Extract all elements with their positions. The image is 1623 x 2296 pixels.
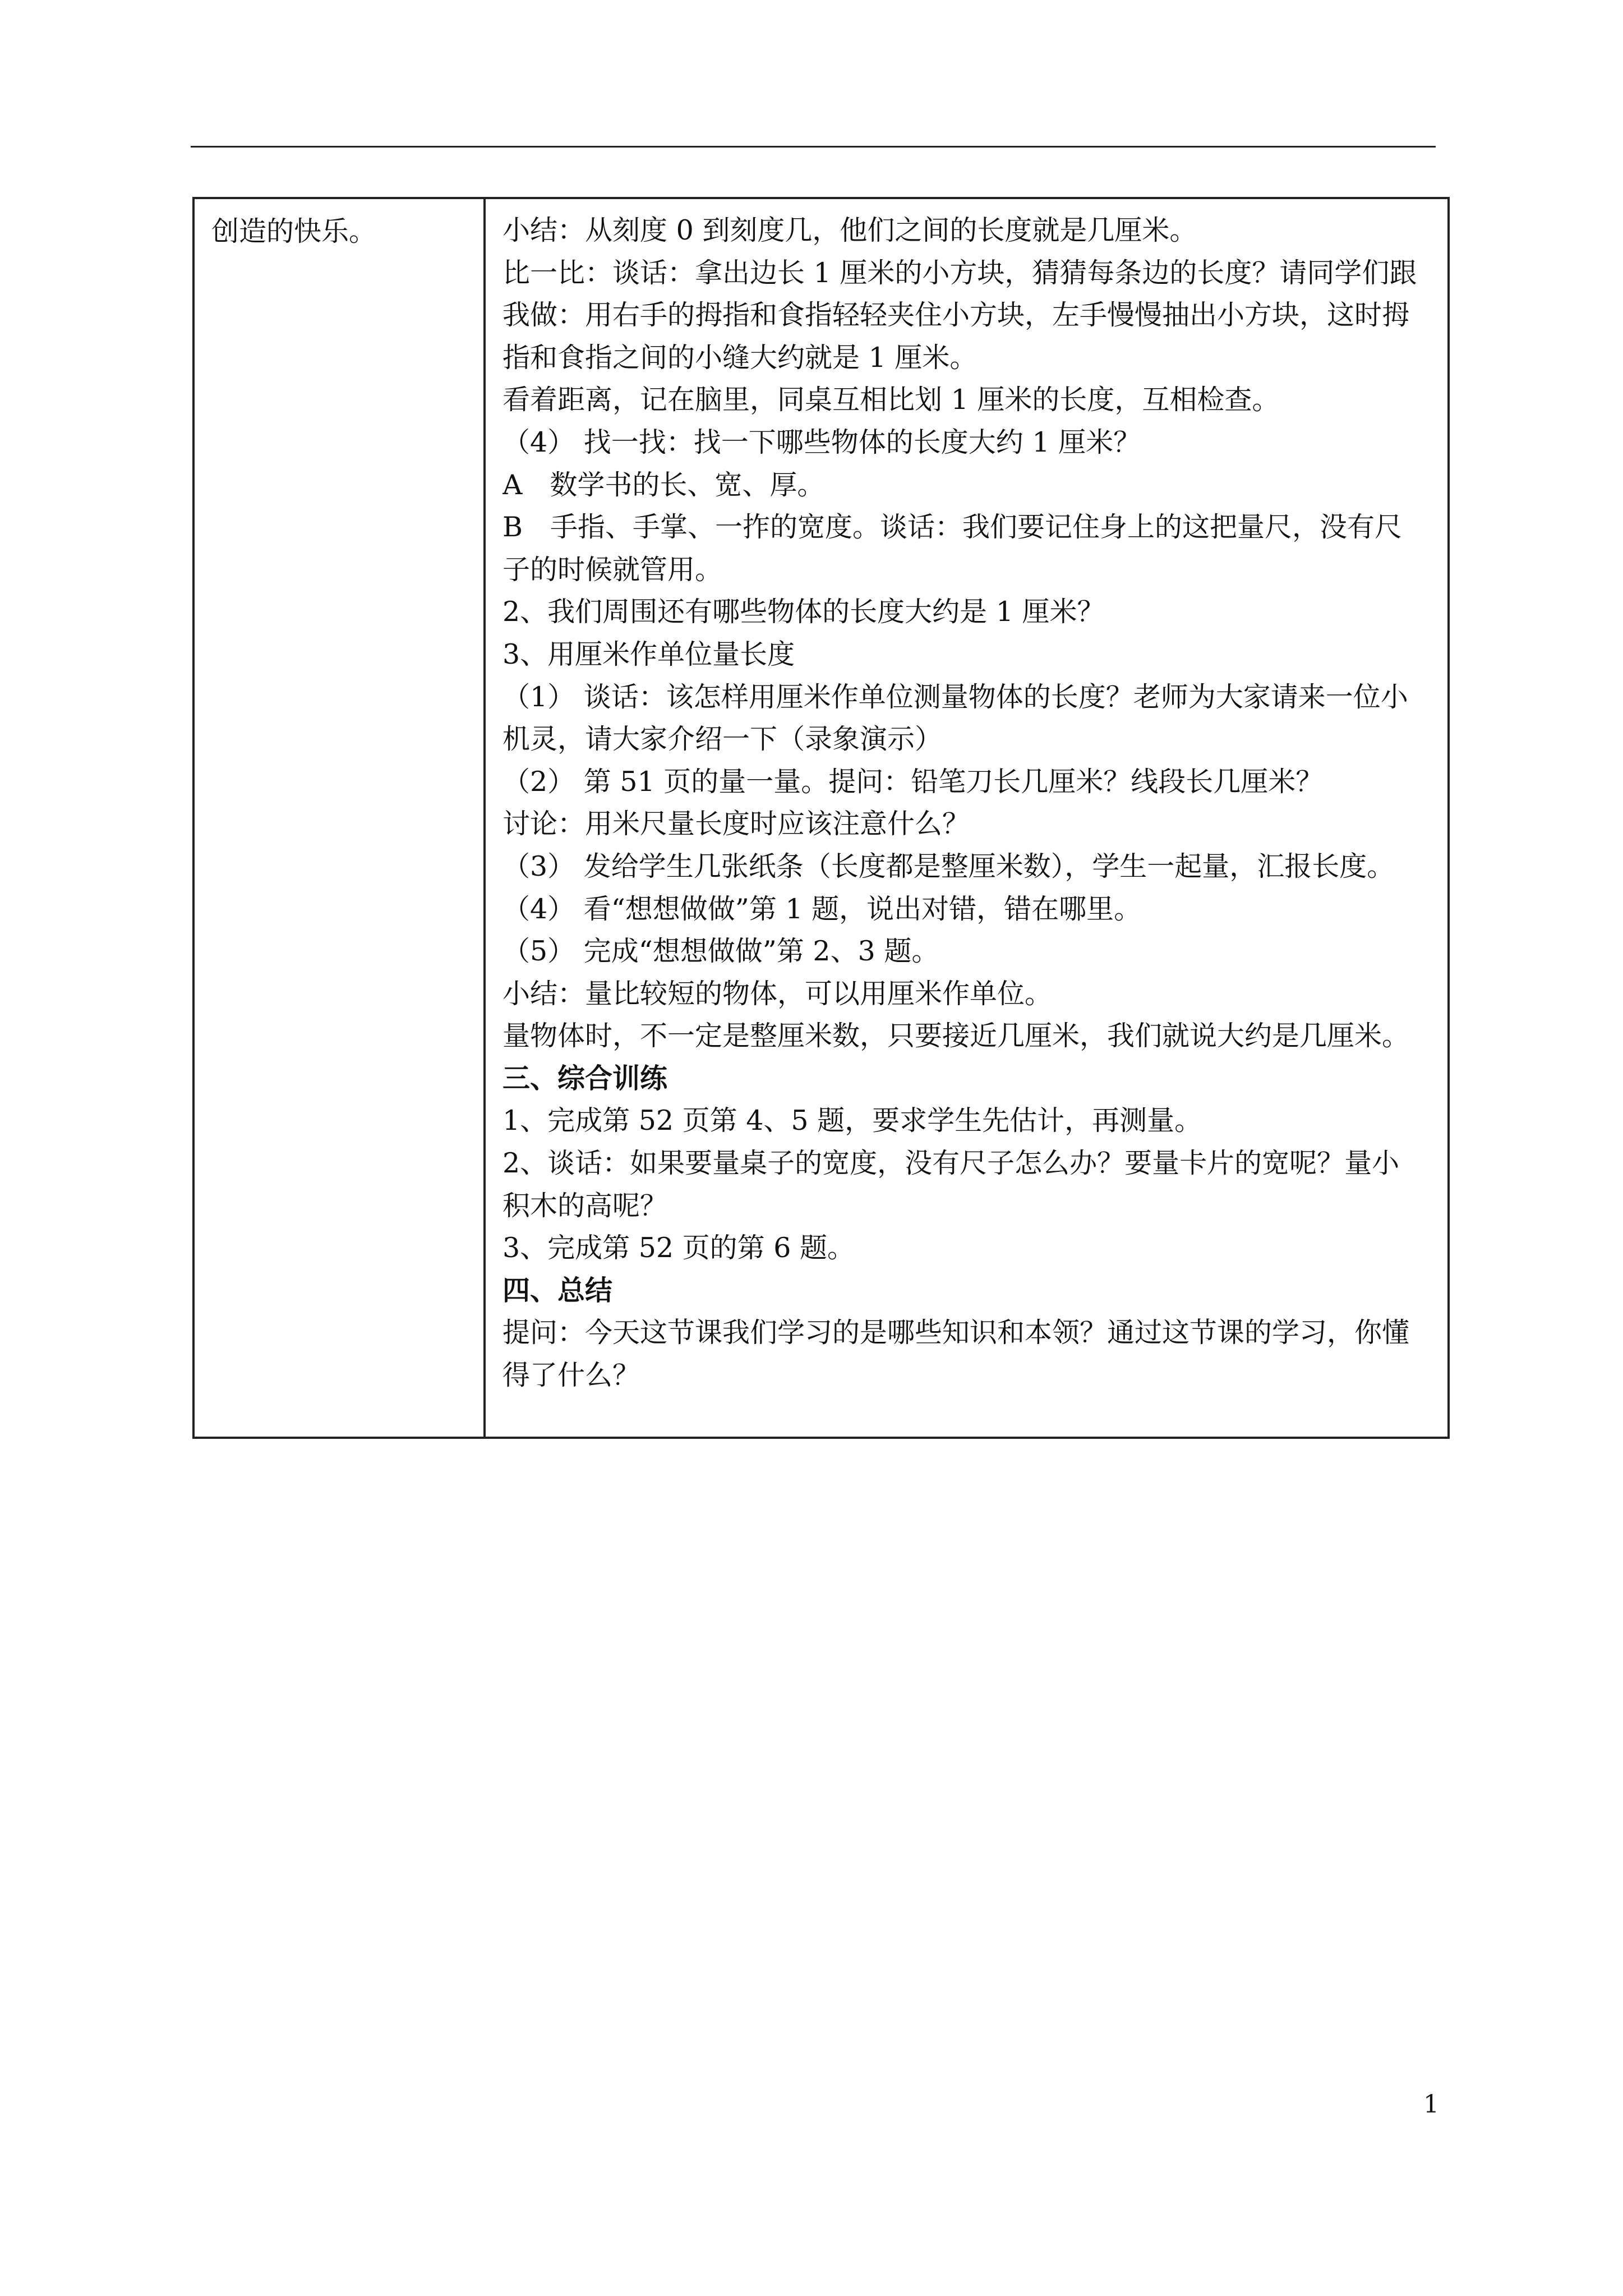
page-number: 1 bbox=[1423, 2090, 1439, 2119]
procedure-line: 得了什么？ bbox=[502, 1359, 640, 1392]
objective-cell bbox=[195, 199, 486, 1437]
procedure-line: 小结：从刻度 0 到刻度几，他们之间的长度就是几厘米。 bbox=[502, 214, 1197, 246]
procedure-line: 量物体时，不一定是整厘米数，只要接近几厘米，我们就说大约是几厘米。 bbox=[502, 1020, 1410, 1052]
procedure-line: （4） 看“想想做做”第 1 题，说出对错，错在哪里。 bbox=[502, 892, 1142, 925]
header-rule bbox=[191, 146, 1436, 148]
objective-text: 创造的快乐。 bbox=[211, 215, 377, 247]
procedure-line: 积木的高呢？ bbox=[502, 1189, 668, 1222]
procedure-line: （2） 第 51 页的量一量。提问：铅笔刀长几厘米？线段长几厘米？ bbox=[502, 765, 1324, 798]
procedure-line: （3） 发给学生几张纸条（长度都是整厘米数），学生一起量，汇报长度。 bbox=[502, 850, 1395, 882]
procedure-line: 我做：用右手的拇指和食指轻轻夹住小方块，左手慢慢抽出小方块，这时拇 bbox=[502, 299, 1410, 332]
procedure-line: （4） 找一找：找一下哪些物体的长度大约 1 厘米？ bbox=[502, 426, 1141, 458]
procedure-line: （5） 完成“想想做做”第 2、3 题。 bbox=[502, 935, 939, 968]
procedure-text bbox=[502, 209, 1437, 1397]
procedure-line: 指和食指之间的小缝大约就是 1 厘米。 bbox=[502, 341, 978, 374]
procedure-line: 3、用厘米作单位量长度 bbox=[502, 638, 795, 670]
procedure-line: 讨论：用米尺量长度时应该注意什么？ bbox=[502, 808, 970, 840]
procedure-line: （1） 谈话：该怎样用厘米作单位测量物体的长度？老师为大家请来一位小 bbox=[502, 680, 1408, 713]
procedure-line: 小结：量比较短的物体，可以用厘米作单位。 bbox=[502, 977, 1053, 1010]
procedure-line: A 数学书的长、宽、厚。 bbox=[502, 468, 825, 501]
procedure-line: 机灵，请大家介绍一下（录象演示） bbox=[502, 723, 943, 756]
lesson-plan-table bbox=[192, 197, 1450, 1439]
procedure-line: 1、完成第 52 页第 4、5 题，要求学生先估计，再测量。 bbox=[502, 1105, 1202, 1137]
section-heading: 四、总结 bbox=[502, 1273, 613, 1306]
procedure-line: B 手指、手掌、一拃的宽度。谈话：我们要记住身上的这把量尺，没有尺 bbox=[502, 511, 1403, 544]
section-heading: 三、综合训练 bbox=[502, 1061, 668, 1094]
procedure-cell bbox=[486, 199, 1447, 1437]
procedure-line: 子的时候就管用。 bbox=[502, 553, 723, 586]
procedure-line: 2、谈话：如果要量桌子的宽度，没有尺子怎么办？要量卡片的宽呢？量小 bbox=[502, 1147, 1400, 1180]
procedure-line: 2、我们周围还有哪些物体的长度大约是 1 厘米？ bbox=[502, 596, 1105, 628]
procedure-line: 看着距离，记在脑里，同桌互相比划 1 厘米的长度，互相检查。 bbox=[502, 384, 1280, 416]
procedure-line: 提问：今天这节课我们学习的是哪些知识和本领？通过这节课的学习，你懂 bbox=[502, 1317, 1410, 1349]
procedure-line: 3、完成第 52 页的第 6 题。 bbox=[502, 1232, 855, 1264]
procedure-line: 比一比：谈话：拿出边长 1 厘米的小方块，猜猜每条边的长度？请同学们跟 bbox=[502, 256, 1417, 289]
